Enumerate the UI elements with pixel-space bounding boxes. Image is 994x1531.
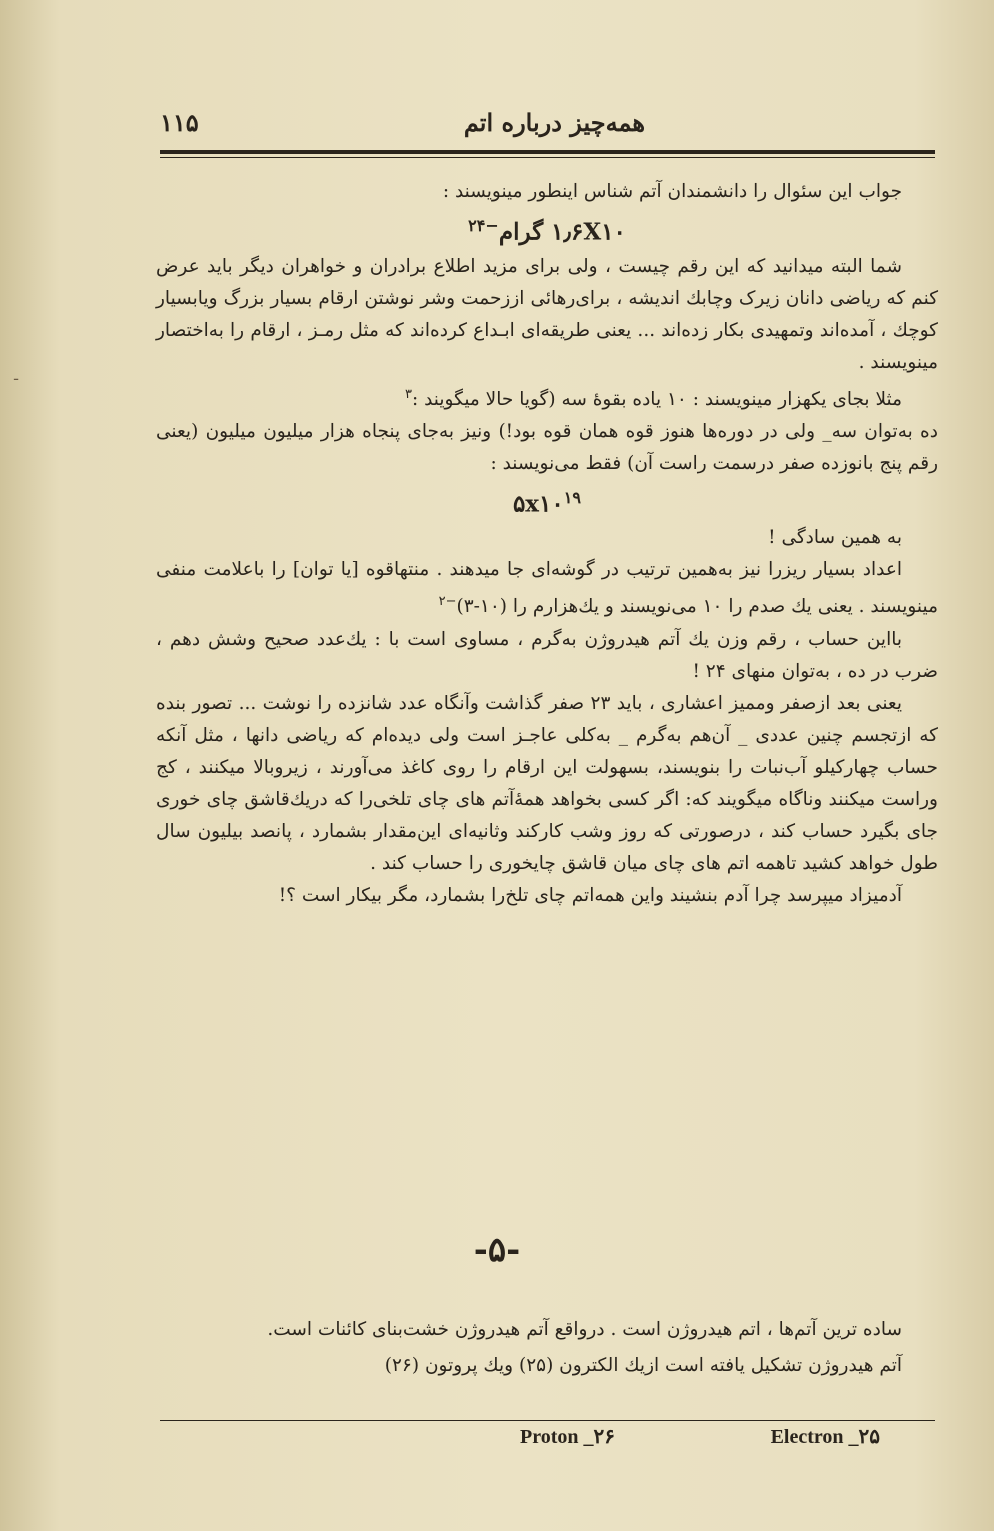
page-number: ۱۱۵: [160, 108, 199, 137]
paragraph: آتم هیدروژن تشکیل یافته است ازیك الکترون (۲۵) ویك پروتون (۲۶): [384, 1355, 902, 1376]
paragraph: ساده ترین آتم‌ها ، اتم هیدروژن است . درواقع آتم هیدروژن خشت‌بنای کائنات است.: [267, 1319, 902, 1340]
running-header: [160, 108, 935, 148]
formula-hydrogen-mass: ۱٫۶X۱۰ گرام$^{-۲۴}$: [468, 216, 626, 246]
paragraph: شما البته میدانید که این رقم چیست ، ولی برای مزید اطلاع برادران و خواهران دیگر باید عرض کنم که ریاضی دانان زیرک وچابك اندیشه ، برای‌رهائی اززحمت وشر نوشتن ارقام بسیار بزرگ ویابسیار کوچك ، آمده‌اند وتمهیدی بکار زده‌اند ... یعنی طریقه‌ای ابـداع کرده‌اند که مثل رمـز ، ارقام را به‌اختصار مینویسند .: [156, 255, 938, 373]
formula-exponent: −۲۴: [468, 216, 499, 235]
footnote-proton: Proton _۲۶: [520, 1426, 615, 1448]
exponent: −۲: [438, 594, 457, 610]
section-text: [156, 1312, 938, 1384]
paragraph: آدمیزاد میپرسد چرا آدم بنشیند واین همه‌اتم چای تلخ‌را بشمارد، مگر بیکار است ؟!: [278, 884, 902, 906]
margin-mark: ـ: [14, 368, 19, 384]
header-rule-thin: [160, 157, 935, 158]
formula-exponent: ۱۹: [563, 487, 582, 507]
formula-fifty-quintillion: $۵x۱۰^{۱۹}$: [512, 487, 582, 518]
paragraph: جواب این سئوال را دانشمندان آتم شناس اینطور مینویسند :: [442, 181, 902, 202]
footnote-electron: Electron _۲۵: [770, 1426, 880, 1448]
main-text: [156, 176, 938, 912]
footnote-rule: [160, 1420, 935, 1421]
exponent: ۳: [405, 386, 412, 402]
header-title: همه‌چیز درباره اتم: [463, 108, 645, 137]
paragraph: اعداد بسیار ریزرا نیز به‌همین ترتیب در گوشه‌ای جا میدهند . منتهاقوه [یا توان] را باعلامت منفی مینویسند . یعنی یك صدم را ۱۰ می‌نویسند و یك‌هزارم را (۱۰-۳)$^{-۲}$: [156, 559, 938, 618]
paragraph: مثلا بجای یکهزار مینویسند : ۱۰ یاده بقوهٔ سه (گویا حالا میگویند :$^۳$: [405, 386, 902, 410]
paragraph: بااین حساب ، رقم وزن یك آتم هیدروژن به‌گرم ، مساوی است با : یك‌عدد صحیح وشش دهم ، ضرب در ده ، به‌توان منهای ۲۴ !: [156, 628, 938, 682]
paragraph: یعنی بعد ازصفر وممیز اعشاری ، باید ۲۳ صفر گذاشت وآنگاه عدد شانزده را نوشت ... تصور بنده که ازتجسم چنین عددی _ آن‌هم به‌گرم _ به‌کلی عاجـز است ولی دیده‌ام که ریاضی دانها ، مثل آنکه حساب چهارکیلو آب‌نبات را بنویسند، بسهولت این ارقام را روی کاغذ می‌آورند ، زیروبالا میکنند ، کج وراست میکنند وناگاه میگویند که: اگر کسی بخواهد همهٔ‌آتم های چای تلخی‌را که دریك‌قاشق چای خوری جای بگیرد حساب کند ، درصورتی که روز وشب کارکند وثانیه‌ای این‌مقدار بشمارد ، پانصد بیلیون سال طول خواهد کشید تاهمه اتم های چای میان قاشق چایخوری را حساب کند .: [156, 692, 938, 874]
paragraph: به همین سادگی !: [768, 527, 902, 549]
header-rule-thick: [160, 150, 935, 154]
paragraph: ده به‌توان سه_ ولی در دوره‌ها هنوز قوه همان قوه بود!) ونیز به‌جای پنجاه هزار میلیون میلیون (یعنی رقم پنج بانوزده صفر درسمت راست آن) فقط می‌نویسند :: [156, 420, 938, 474]
section-number: -۵-: [473, 1230, 521, 1270]
footnotes: [520, 1424, 880, 1449]
